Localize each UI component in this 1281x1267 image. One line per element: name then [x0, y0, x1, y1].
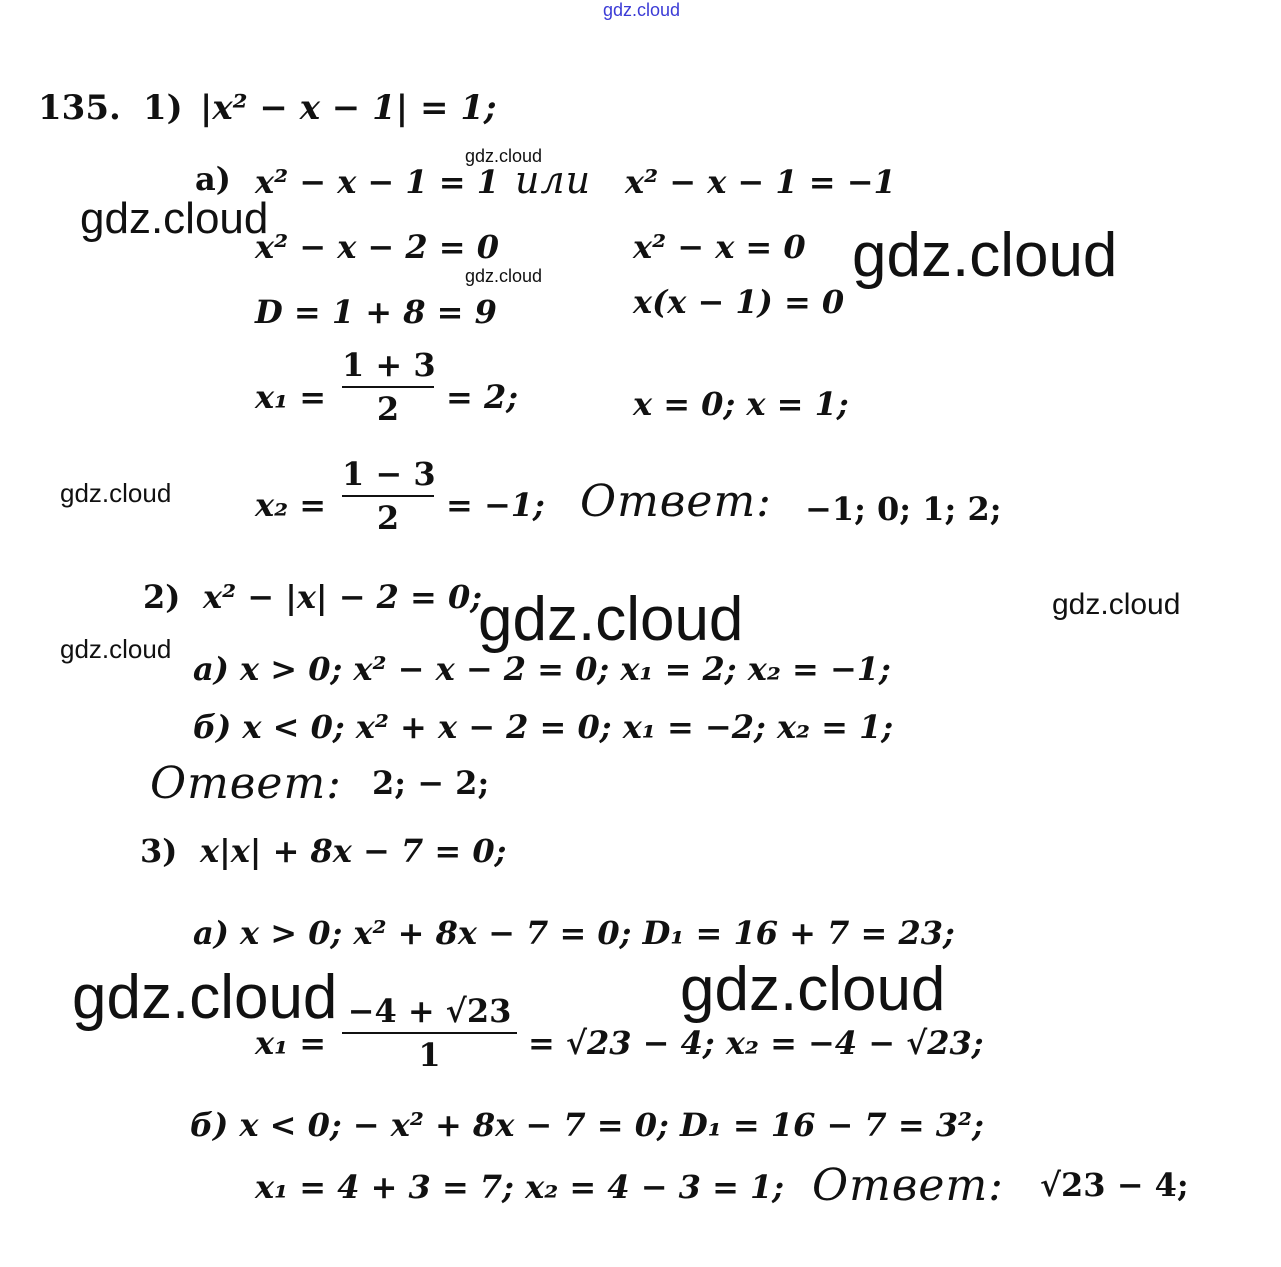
x2-fraction	[342, 455, 434, 537]
watermark: gdz.cloud	[1052, 588, 1181, 621]
part3-x1-lhs: x₁ =	[255, 1024, 327, 1062]
x2-denominator: 2	[376, 499, 400, 537]
watermark: gdz.cloud	[680, 955, 946, 1024]
fraction-bar	[342, 386, 434, 388]
watermark: gdz.cloud	[465, 266, 543, 286]
part1-line3-right: x(x − 1) = 0	[633, 283, 845, 321]
fraction-bar	[342, 1032, 517, 1034]
part2b-line: б) x < 0; x² + x − 2 = 0; x₁ = −2; x₂ = 1;	[193, 708, 894, 746]
part1-label: 1)	[143, 88, 183, 128]
part3-x1-denominator: 1	[418, 1036, 441, 1074]
x1-numerator: 1 + 3	[342, 346, 436, 384]
part1a-left-eq: x² − x − 1 = 1	[255, 163, 499, 201]
watermark: gdz.cloud	[465, 146, 543, 166]
answer-word: Ответ:	[812, 1160, 1004, 1211]
watermark: gdz.cloud	[478, 585, 744, 654]
part1-line2-left: x² − x − 2 = 0	[255, 228, 499, 266]
part3-x1-fraction	[342, 992, 517, 1074]
or-word: или	[515, 158, 592, 202]
part2-label: 2)	[143, 578, 181, 616]
problem-number: 135.	[38, 88, 121, 128]
watermark-top: gdz.cloud	[603, 0, 681, 20]
part3-x1-numerator: −4 + √23	[347, 992, 512, 1030]
part1-discriminant: D = 1 + 8 = 9	[255, 293, 497, 331]
part1-line2-right: x² − x = 0	[633, 228, 806, 266]
part3-label: 3)	[140, 832, 178, 870]
x1-fraction	[342, 346, 434, 428]
part1-equation: |x² − x − 1| = 1;	[200, 88, 497, 128]
part3a-line: а) x > 0; x² + 8x − 7 = 0; D₁ = 16 + 7 = 23;	[193, 914, 955, 952]
fraction-bar	[342, 495, 434, 497]
x1-lhs: x₁ =	[255, 378, 327, 416]
watermark: gdz.cloud	[60, 478, 172, 508]
part2a-line: а) x > 0; x² − x − 2 = 0; x₁ = 2; x₂ = −1;	[193, 650, 891, 688]
part3b-roots: x₁ = 4 + 3 = 7; x₂ = 4 − 3 = 1;	[255, 1168, 785, 1206]
part2-equation: x² − |x| − 2 = 0;	[203, 578, 483, 616]
watermark: gdz.cloud	[852, 221, 1118, 290]
x2-lhs: x₂ =	[255, 486, 327, 524]
watermark: gdz.cloud	[72, 963, 338, 1032]
part1-roots-right: x = 0; x = 1;	[633, 385, 849, 423]
part3-equation: x|x| + 8x − 7 = 0;	[200, 832, 507, 870]
x1-denominator: 2	[376, 390, 400, 428]
part3-answer: √23 − 4;	[1040, 1166, 1189, 1204]
part2-answer: 2; − 2;	[372, 764, 490, 802]
x1-rhs: = 2;	[446, 378, 519, 416]
part1a-right-eq: x² − x − 1 = −1	[625, 163, 896, 201]
part1-answer: −1; 0; 1; 2;	[805, 490, 1002, 528]
answer-word: Ответ:	[150, 758, 342, 809]
answer-word: Ответ:	[580, 476, 772, 527]
part1a-label: а)	[195, 160, 231, 198]
x2-rhs: = −1;	[446, 486, 545, 524]
x2-numerator: 1 − 3	[342, 455, 436, 493]
part3b-line: б) x < 0; − x² + 8x − 7 = 0; D₁ = 16 − 7 = 3²;	[190, 1106, 984, 1144]
part3-x1-rhs: = √23 − 4; x₂ = −4 − √23;	[528, 1024, 984, 1062]
watermark: gdz.cloud	[60, 634, 172, 664]
watermark: gdz.cloud	[80, 194, 269, 243]
